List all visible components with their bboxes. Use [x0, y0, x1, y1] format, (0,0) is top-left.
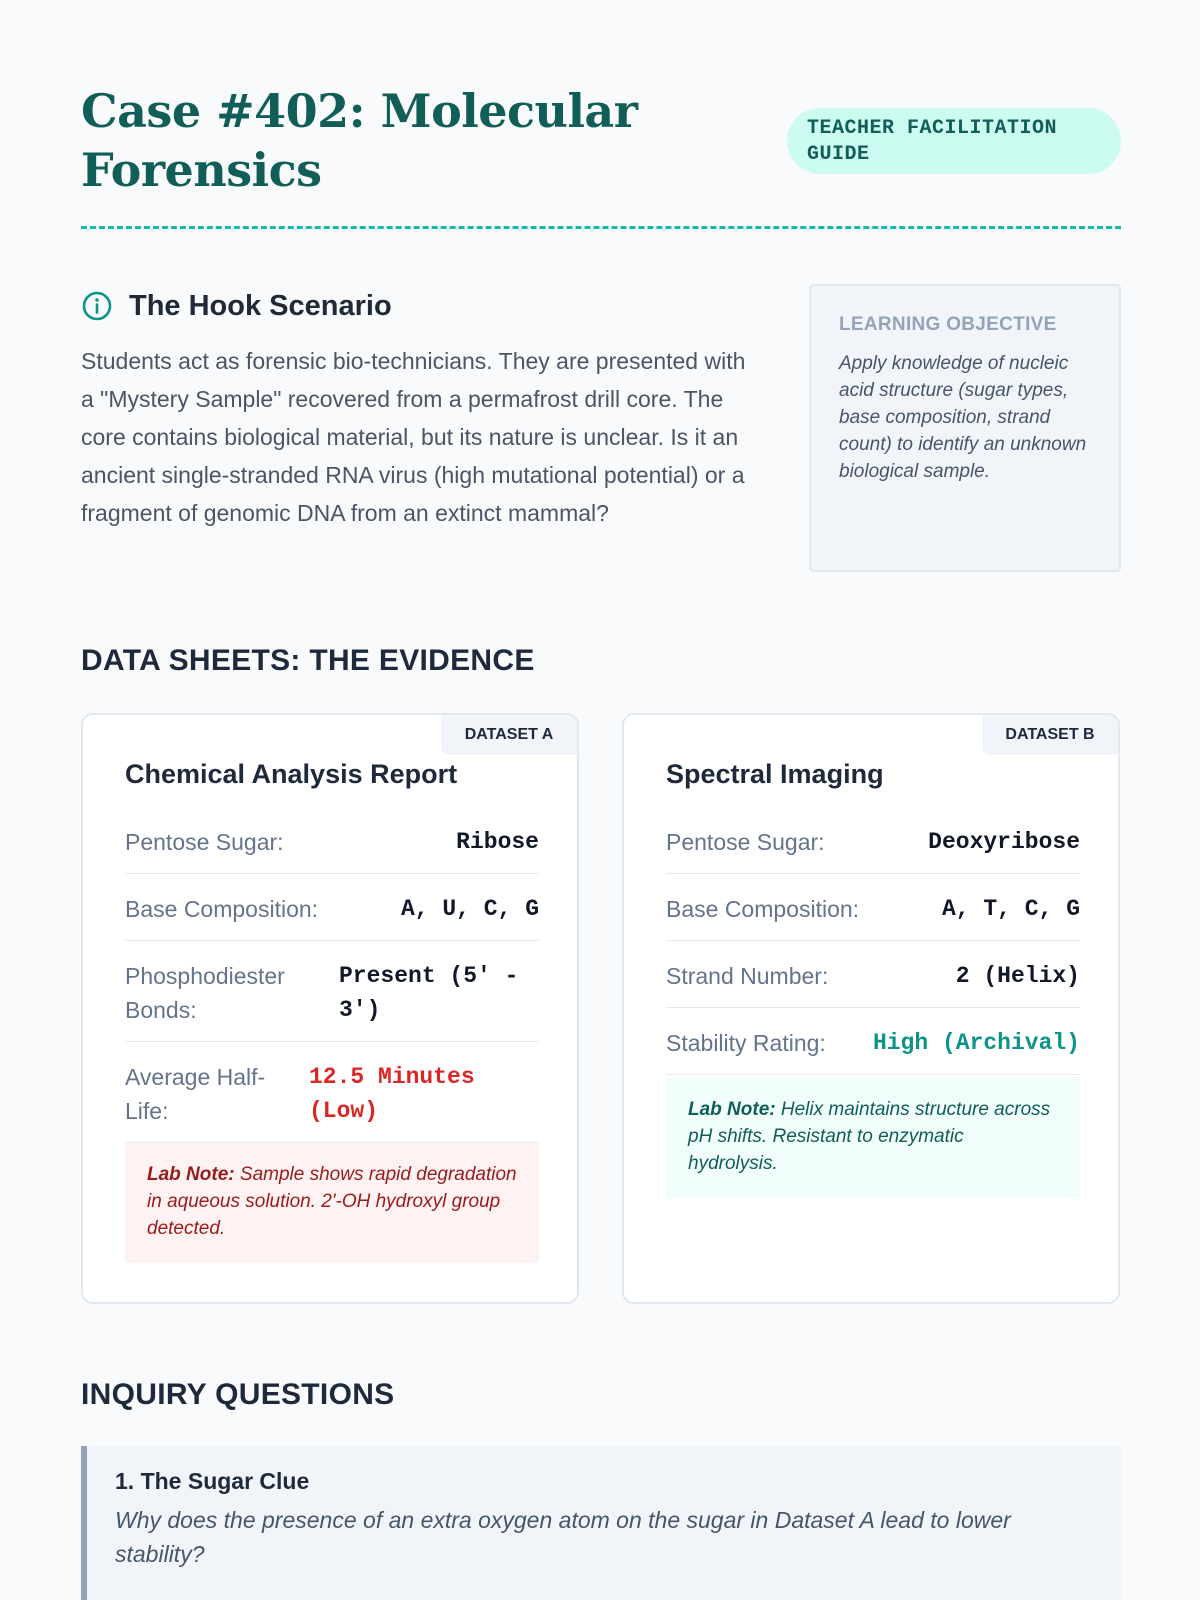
header-divider: [81, 226, 1121, 229]
row-value-success: High (Archival): [872, 1030, 1080, 1056]
note-text: Helix maintains structure across pH shifts. Resistant to enzymatic hydrolysis.: [688, 1099, 1051, 1174]
data-sheets-title: DATA SHEETS: THE EVIDENCE: [81, 644, 535, 677]
row-value: Deoxyribose: [928, 829, 1080, 855]
question-text: Why does the presence of an extra oxygen atom on the sugar in Dataset A lead to lower stability?: [115, 1507, 1011, 1567]
row-value: A, U, C, G: [400, 896, 539, 922]
data-row: [125, 1042, 539, 1143]
learning-objective-box: [809, 284, 1121, 572]
page-header: [81, 82, 1121, 202]
data-row: [666, 807, 1080, 874]
guide-badge: TEACHER FACILITATION GUIDE: [787, 108, 1121, 174]
data-row: [666, 941, 1080, 1008]
hook-text: Students act as forensic bio-technicians. They are presented with a "Mystery Sample" recovered from a permafrost drill core. The core contains biological material, but its nature is unclear. Is it an ancient single-stranded RNA virus (high mutational potential) or a fragment of genomic DNA from an extinct mammal?: [81, 348, 746, 526]
page-title: Case #402: Molecular Forensics: [81, 84, 638, 197]
row-value: 2 (Helix): [955, 963, 1080, 989]
note-label: Lab Note:: [688, 1099, 776, 1120]
data-row: [125, 874, 539, 941]
dataset-a-card: [81, 713, 579, 1304]
row-label: Pentose Sugar:: [666, 829, 825, 855]
data-row: [125, 941, 539, 1042]
row-label: Phosphodiester Bonds:: [125, 963, 285, 1023]
dataset-b-tag: DATASET B: [982, 715, 1118, 755]
row-value-warning: 12.5 Minutes (Low): [309, 1064, 475, 1124]
dataset-b-rows: [666, 807, 1080, 1075]
objective-text: Apply knowledge of nucleic acid structure (sugar types, base composition, strand count) to identify an unknown biological sample.: [839, 353, 1087, 482]
row-value: Present (5' - 3'): [339, 963, 519, 1023]
dataset-b-card: [622, 713, 1120, 1304]
question-title: 1. The Sugar Clue: [115, 1468, 310, 1494]
dataset-a-tag: DATASET A: [441, 715, 577, 755]
data-row: [666, 1008, 1080, 1075]
dataset-b-lab-note: [666, 1078, 1080, 1198]
hook-heading: [81, 286, 761, 326]
row-label: Stability Rating:: [666, 1030, 826, 1056]
row-label: Average Half-Life:: [125, 1064, 266, 1124]
objective-label: LEARNING OBJECTIVE: [839, 314, 1057, 335]
data-row: [125, 807, 539, 874]
row-label: Pentose Sugar:: [125, 829, 284, 855]
inquiry-title: INQUIRY QUESTIONS: [81, 1378, 395, 1411]
note-text: Sample shows rapid degradation in aqueous solution. 2'-OH hydroxyl group detected.: [147, 1164, 517, 1239]
row-label: Base Composition:: [125, 896, 319, 922]
note-label: Lab Note:: [147, 1164, 235, 1185]
row-label: Base Composition:: [666, 896, 860, 922]
info-icon: [81, 290, 113, 322]
inquiry-question: [81, 1446, 1121, 1600]
row-label: Strand Number:: [666, 963, 829, 989]
dataset-b-title: Spectral Imaging: [666, 759, 884, 789]
dataset-a-rows: [125, 807, 539, 1143]
hook-title: The Hook Scenario: [129, 289, 392, 322]
row-value: Ribose: [456, 829, 539, 855]
dataset-a-title: Chemical Analysis Report: [125, 759, 458, 789]
hook-section: [81, 286, 761, 532]
data-row: [666, 874, 1080, 941]
dataset-a-lab-note: [125, 1143, 539, 1263]
row-value: A, T, C, G: [941, 896, 1080, 922]
